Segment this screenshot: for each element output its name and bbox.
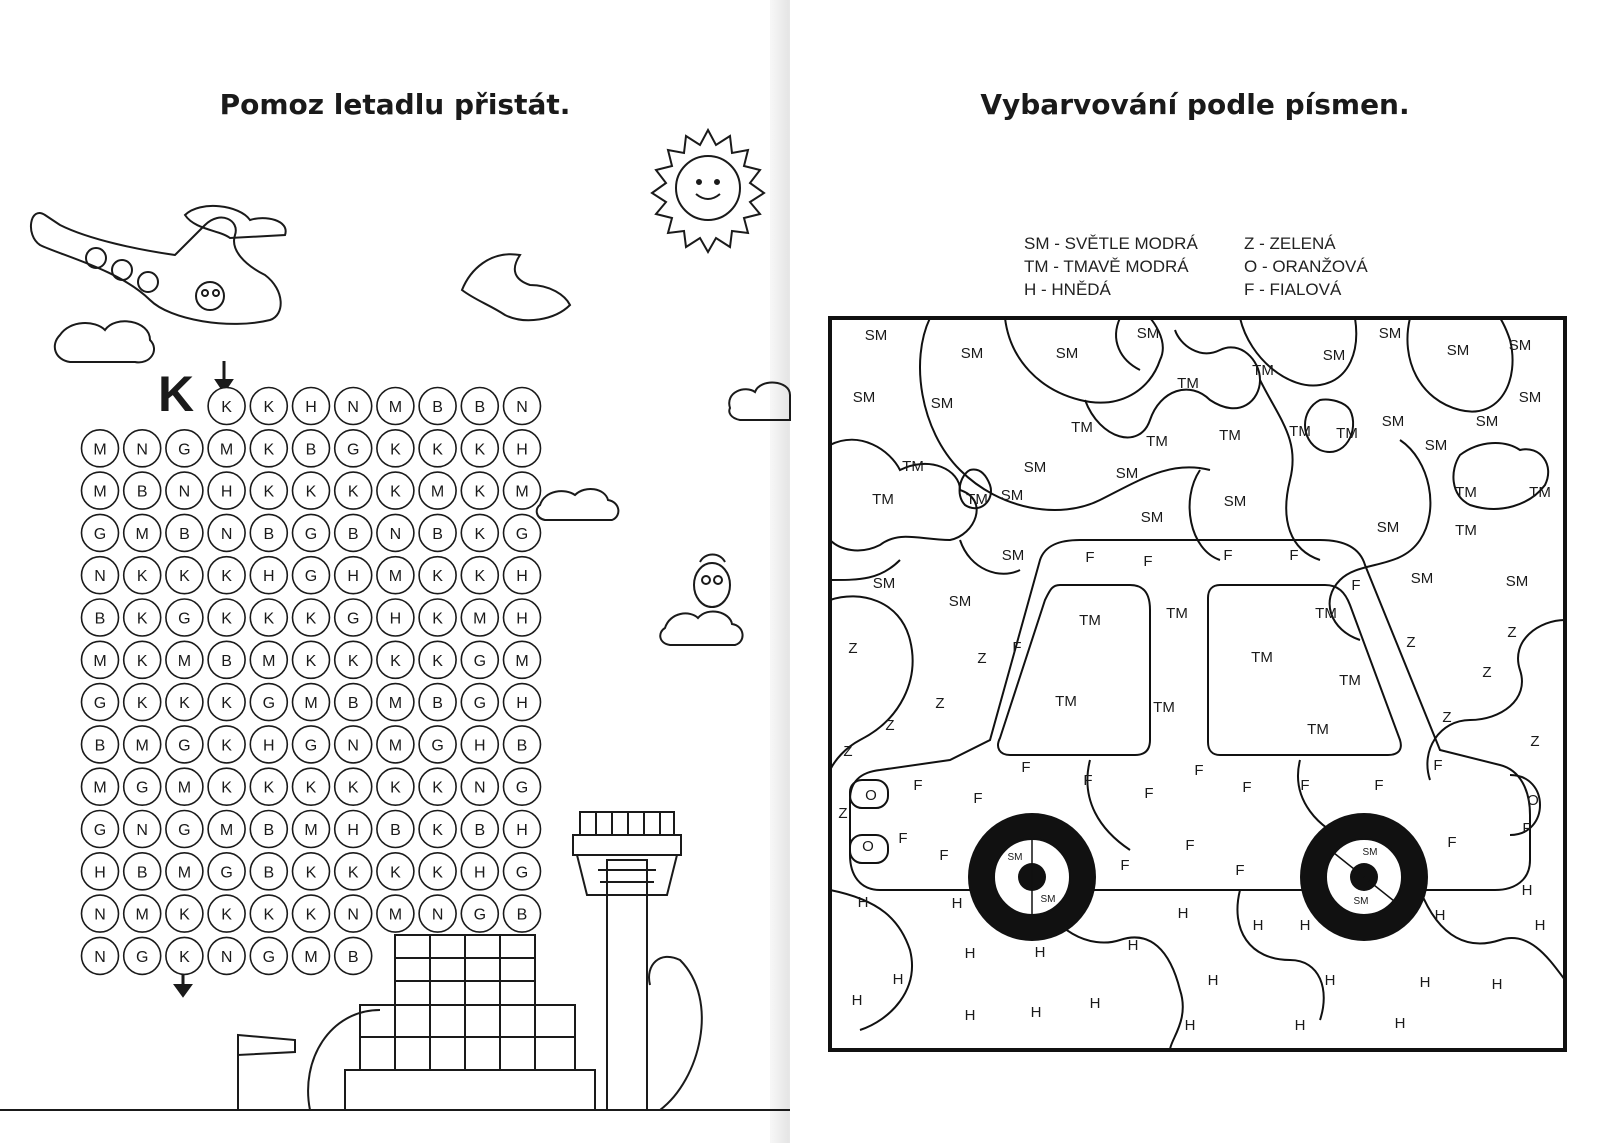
maze-letter: G [515, 864, 529, 882]
region-label-sm: SM [1223, 493, 1247, 510]
region-label-f: F [939, 847, 949, 864]
region-label-sm: SM [1518, 389, 1542, 406]
region-label-tm: TM [1153, 699, 1175, 716]
maze-letter: H [474, 737, 486, 755]
region-label-f: F [973, 790, 983, 807]
maze-letter: M [177, 652, 192, 670]
maze-letter: N [347, 737, 359, 755]
maze-letter: M [135, 525, 149, 543]
region-label-tm: TM [1079, 612, 1101, 629]
legend-item-sm: SM - SVĚTLE MODRÁ [1024, 234, 1198, 253]
maze-letter: H [516, 822, 528, 839]
region-label-sm: SM [1446, 342, 1470, 359]
region-label-tm: TM [1339, 672, 1361, 689]
region-label-h: H [964, 1007, 976, 1024]
maze-letter: G [178, 822, 191, 839]
maze-letter: M [388, 399, 403, 416]
region-label-tm: TM [872, 491, 894, 508]
maze-letter: M [304, 948, 318, 966]
region-label-sm: SM [1424, 437, 1448, 454]
maze-letter: M [135, 906, 149, 924]
maze-letter: M [93, 483, 107, 501]
maze-letter: M [388, 737, 403, 755]
region-label-sm: SM [1376, 519, 1400, 536]
maze-letter: G [178, 610, 191, 628]
maze-letter: K [305, 779, 317, 797]
maze-letter: G [304, 737, 318, 755]
maze-letter: K [474, 441, 486, 459]
maze-letter: K [263, 779, 275, 797]
maze-letter: G [473, 695, 487, 713]
maze-letter: K [221, 399, 232, 416]
region-label-sm: SM [1136, 325, 1160, 342]
region-label-z: Z [1507, 624, 1517, 641]
maze-letter: B [432, 399, 443, 416]
maze-letter: N [94, 906, 106, 924]
legend-item-h: H - HNĚDÁ [1024, 280, 1111, 299]
region-label-sm: SM [1055, 345, 1079, 362]
legend-item-z: Z - ZELENÁ [1244, 234, 1336, 253]
maze-letter: G [178, 441, 191, 459]
maze-letter: K [305, 483, 317, 501]
maze-letter: H [389, 610, 402, 628]
region-label-tm: TM [1455, 522, 1477, 539]
maze-letter: H [305, 399, 317, 416]
region-label-h: H [1034, 944, 1046, 961]
region-label-o: O [862, 838, 874, 855]
region-label-h: H [1434, 907, 1446, 924]
maze-letter: K [432, 779, 443, 797]
maze-letter: N [136, 441, 148, 459]
region-label-f: F [1289, 547, 1299, 564]
maze-letter: M [430, 483, 445, 501]
wheel-label-sm: SM [1353, 896, 1369, 907]
region-label-sm: SM [1023, 459, 1047, 476]
maze-letter: M [219, 822, 234, 839]
maze-letter: K [136, 652, 148, 670]
maze-letter: B [263, 864, 275, 882]
maze-letter: H [516, 441, 528, 459]
maze-letter: M [93, 441, 107, 459]
region-label-h: H [857, 894, 869, 911]
maze-letter: K [347, 483, 359, 501]
maze-letter: N [94, 948, 106, 966]
maze-letter: K [390, 864, 401, 882]
maze-letter: N [94, 568, 106, 586]
region-label-tm: TM [1055, 693, 1077, 710]
maze-letter: K [390, 441, 401, 459]
airplane-illustration [31, 206, 286, 362]
region-label-sm: SM [1378, 325, 1402, 342]
maze-letter: B [347, 948, 359, 966]
region-label-sm: SM [1475, 413, 1499, 430]
maze-letter: B [263, 822, 275, 839]
maze-letter: N [516, 399, 528, 416]
region-label-f: F [1433, 757, 1443, 774]
region-label-h: H [1491, 976, 1503, 993]
maze-letter: N [389, 525, 402, 543]
maze-letter: H [94, 864, 106, 882]
maze-letter: G [93, 525, 107, 543]
maze-letter: G [135, 948, 149, 966]
maze-letter: K [347, 779, 359, 797]
maze-letter: M [262, 652, 276, 670]
maze-letter: G [304, 568, 318, 586]
region-label-sm: SM [1001, 547, 1025, 564]
maze-letter: K [432, 864, 443, 882]
region-label-f: F [1374, 777, 1384, 794]
maze-letter: K [136, 568, 148, 586]
maze-letter: M [93, 779, 107, 797]
maze-letter: K [474, 483, 486, 501]
maze-letter: G [178, 737, 191, 755]
region-label-f: F [1447, 834, 1457, 851]
region-label-z: Z [1482, 664, 1492, 681]
region-label-f: F [913, 777, 923, 794]
maze-letter: N [474, 779, 486, 797]
maze-letter: N [431, 906, 444, 924]
region-label-sm: SM [1410, 570, 1434, 587]
region-label-h: H [1419, 974, 1431, 991]
cloud-icon [537, 489, 619, 520]
region-label-f: F [1185, 837, 1195, 854]
region-label-z: Z [838, 805, 848, 822]
region-label-o: O [1527, 792, 1539, 809]
maze-letter: K [263, 399, 275, 416]
maze-letter: K [432, 652, 443, 670]
region-label-z: Z [1442, 709, 1452, 726]
region-label-f: F [1522, 820, 1532, 837]
region-label-z: Z [1530, 733, 1540, 750]
region-label-sm: SM [1505, 573, 1529, 590]
region-label-h: H [1089, 995, 1101, 1012]
maze-letter: H [516, 610, 528, 628]
region-label-tm: TM [902, 458, 924, 475]
maze-letter: K [263, 483, 275, 501]
region-label-h: H [1534, 917, 1546, 934]
maze-letter: B [94, 610, 106, 628]
maze-letter: B [347, 525, 359, 543]
maze-letter: H [220, 483, 233, 501]
maze-letter: K [179, 568, 190, 586]
region-label-sm: SM [948, 593, 972, 610]
region-label-sm: SM [852, 389, 876, 406]
maze-letter: M [515, 652, 529, 670]
maze-letter: B [136, 864, 148, 882]
maze-letter: G [431, 737, 444, 755]
maze-letter: K [390, 483, 401, 501]
maze-letter: B [263, 525, 275, 543]
maze-letter: K [221, 568, 232, 586]
maze-letter: M [473, 610, 487, 628]
region-label-tm: TM [1455, 484, 1477, 501]
cloud-icon [660, 611, 742, 645]
region-label-h: H [851, 992, 863, 1009]
maze-letter: B [432, 695, 443, 713]
maze-letter: M [388, 568, 403, 586]
region-label-z: Z [848, 640, 858, 657]
maze-letter: N [220, 948, 233, 966]
region-label-f: F [898, 830, 908, 847]
region-label-tm: TM [1219, 427, 1241, 444]
maze-letter: N [178, 483, 191, 501]
legend-item-f: F - FIALOVÁ [1244, 280, 1342, 299]
car-wheel-left [968, 813, 1096, 941]
maze-letter: H [516, 568, 528, 586]
region-label-tm: TM [1166, 605, 1188, 622]
region-label-tm: TM [1529, 484, 1551, 501]
maze-letter: G [93, 695, 107, 713]
region-label-z: Z [843, 743, 853, 760]
region-label-f: F [1144, 785, 1154, 802]
maze-letter: M [304, 695, 318, 713]
region-label-tm: TM [966, 491, 988, 508]
maze-letter: M [93, 652, 107, 670]
maze-letter: G [515, 779, 529, 797]
maze-letter: G [262, 948, 276, 966]
wheel-label-sm: SM [1362, 847, 1378, 858]
maze-letter: K [390, 652, 401, 670]
region-label-h: H [1207, 972, 1219, 989]
region-label-sm: SM [864, 327, 888, 344]
region-label-h: H [892, 971, 904, 988]
coloring-frame [830, 318, 1565, 1050]
maze-letter: B [179, 525, 190, 543]
region-label-h: H [1184, 1017, 1196, 1034]
maze-letter: K [305, 864, 317, 882]
maze-letter: K [179, 695, 190, 713]
small-bird-illustration [694, 555, 730, 608]
maze-letter: K [432, 610, 443, 628]
region-label-tm: TM [1307, 721, 1329, 738]
region-label-f: F [1351, 577, 1361, 594]
wheel-label-sm: SM [1007, 852, 1023, 863]
maze-letter: H [263, 568, 275, 586]
maze-letter: B [221, 652, 232, 670]
maze-letter: K [221, 906, 232, 924]
region-label-f: F [1242, 779, 1252, 796]
region-label-f: F [1223, 547, 1233, 564]
region-label-tm: TM [1251, 649, 1273, 666]
region-label-tm: TM [1315, 605, 1337, 622]
bird-illustration [462, 254, 570, 320]
maze-letter: G [515, 525, 529, 543]
maze-letter: G [473, 906, 487, 924]
region-label-sm: SM [960, 345, 984, 362]
maze-letter: K [305, 652, 317, 670]
maze-letter: H [263, 737, 275, 755]
maze-letter: H [516, 695, 528, 713]
maze-letter: N [347, 906, 359, 924]
region-label-f: F [1143, 553, 1153, 570]
maze-letter: M [515, 483, 529, 501]
region-label-f: F [1083, 772, 1093, 789]
maze-letter: K [474, 525, 486, 543]
maze-letter: B [474, 822, 486, 839]
maze-letter: B [305, 441, 317, 459]
region-label-h: H [1127, 937, 1139, 954]
maze-letter: N [220, 525, 233, 543]
cloud-icon [729, 383, 790, 420]
maze-letter: M [135, 737, 149, 755]
maze-letter: G [346, 610, 360, 628]
region-label-z: Z [885, 717, 895, 734]
region-label-tm: TM [1289, 423, 1311, 440]
region-label-f: F [1021, 759, 1031, 776]
region-label-sm: SM [872, 575, 896, 592]
maze-letter: M [388, 695, 403, 713]
maze-letter: K [432, 441, 443, 459]
region-label-h: H [1299, 917, 1311, 934]
region-label-z: Z [935, 695, 945, 712]
maze-letter: G [304, 525, 318, 543]
wheel-label-sm: SM [1040, 894, 1056, 905]
region-label-z: Z [1406, 634, 1416, 651]
maze-letter: M [177, 864, 192, 882]
region-label-f: F [1194, 762, 1204, 779]
windsock-icon [238, 1035, 295, 1110]
legend-item-o: O - ORANŽOVÁ [1244, 257, 1368, 276]
region-label-sm: SM [1381, 413, 1405, 430]
arrow-down-icon [175, 973, 191, 996]
maze-letter: K [221, 695, 232, 713]
maze-letter: G [262, 695, 276, 713]
region-label-h: H [964, 945, 976, 962]
region-label-sm: SM [1508, 337, 1532, 354]
maze-letter: B [94, 737, 106, 755]
region-label-tm: TM [1146, 433, 1168, 450]
legend-item-tm: TM - TMAVĚ MODRÁ [1024, 257, 1189, 276]
maze-letter: K [305, 906, 317, 924]
maze-letter: K [221, 610, 232, 628]
region-label-h: H [951, 895, 963, 912]
maze-letter: K [305, 610, 317, 628]
maze-letter: H [347, 822, 359, 839]
maze-letter: M [219, 441, 234, 459]
maze-letter: G [220, 864, 233, 882]
region-label-sm: SM [1322, 347, 1346, 364]
maze-letter: G [135, 779, 149, 797]
maze-start-letter: K [158, 366, 195, 422]
car-outline [830, 540, 1565, 1050]
maze-letter: B [347, 695, 359, 713]
region-label-h: H [1324, 972, 1336, 989]
maze-letter: B [516, 906, 528, 924]
maze-letter: B [390, 822, 401, 839]
maze-letter: K [263, 441, 275, 459]
region-label-o: O [865, 787, 877, 804]
maze-letter: K [136, 695, 148, 713]
maze-letter: H [474, 864, 486, 882]
car-wheel-right [1300, 813, 1428, 941]
maze-letter: K [263, 906, 275, 924]
maze-letter: N [347, 399, 359, 416]
region-label-sm: SM [1115, 465, 1139, 482]
maze-letter: B [516, 737, 528, 755]
maze-letter: G [346, 441, 360, 459]
maze-letter: B [474, 399, 486, 416]
maze-letter: K [432, 568, 443, 586]
region-label-tm: TM [1336, 425, 1358, 442]
region-label-z: Z [977, 650, 987, 667]
maze-letter: G [93, 822, 107, 839]
region-label-f: F [1235, 862, 1245, 879]
maze-letter: B [136, 483, 148, 501]
region-label-tm: TM [1252, 362, 1274, 379]
maze-letter: K [347, 864, 359, 882]
region-label-tm: TM [1177, 375, 1199, 392]
region-label-h: H [1177, 905, 1189, 922]
maze-letter: K [390, 779, 401, 797]
maze-letter: M [177, 779, 192, 797]
region-label-h: H [1294, 1017, 1306, 1034]
region-label-tm: TM [1071, 419, 1093, 436]
maze-letter: M [304, 822, 318, 839]
maze-letter: G [473, 652, 487, 670]
maze-letter: K [136, 610, 148, 628]
maze-letter: K [221, 779, 232, 797]
maze-title: Pomoz letadlu přistát. [219, 88, 571, 121]
coloring-picture [830, 318, 1565, 1050]
maze-letter: N [136, 822, 148, 839]
region-label-h: H [1030, 1004, 1042, 1021]
maze-letter: K [474, 568, 486, 586]
maze-letter: M [388, 906, 403, 924]
region-label-f: F [1120, 857, 1130, 874]
maze-letter: K [221, 737, 232, 755]
maze-letter: K [179, 948, 190, 966]
maze-letter: K [179, 906, 190, 924]
region-label-h: H [1521, 882, 1533, 899]
maze-letter: K [432, 822, 443, 839]
maze-letter: H [347, 568, 359, 586]
region-label-h: H [1252, 917, 1264, 934]
maze-letter: K [263, 610, 275, 628]
region-label-h: H [1394, 1015, 1406, 1032]
coloring-title: Vybarvování podle písmen. [980, 88, 1410, 121]
region-label-sm: SM [930, 395, 954, 412]
region-label-f: F [1012, 639, 1022, 656]
control-tower-illustration [573, 812, 681, 1110]
sun-illustration [652, 130, 764, 252]
letter-maze [82, 388, 541, 975]
region-label-f: F [1300, 777, 1310, 794]
maze-letter: B [432, 525, 443, 543]
region-label-sm: SM [1140, 509, 1164, 526]
region-label-sm: SM [1000, 487, 1024, 504]
maze-letter: K [347, 652, 359, 670]
region-label-f: F [1085, 549, 1095, 566]
